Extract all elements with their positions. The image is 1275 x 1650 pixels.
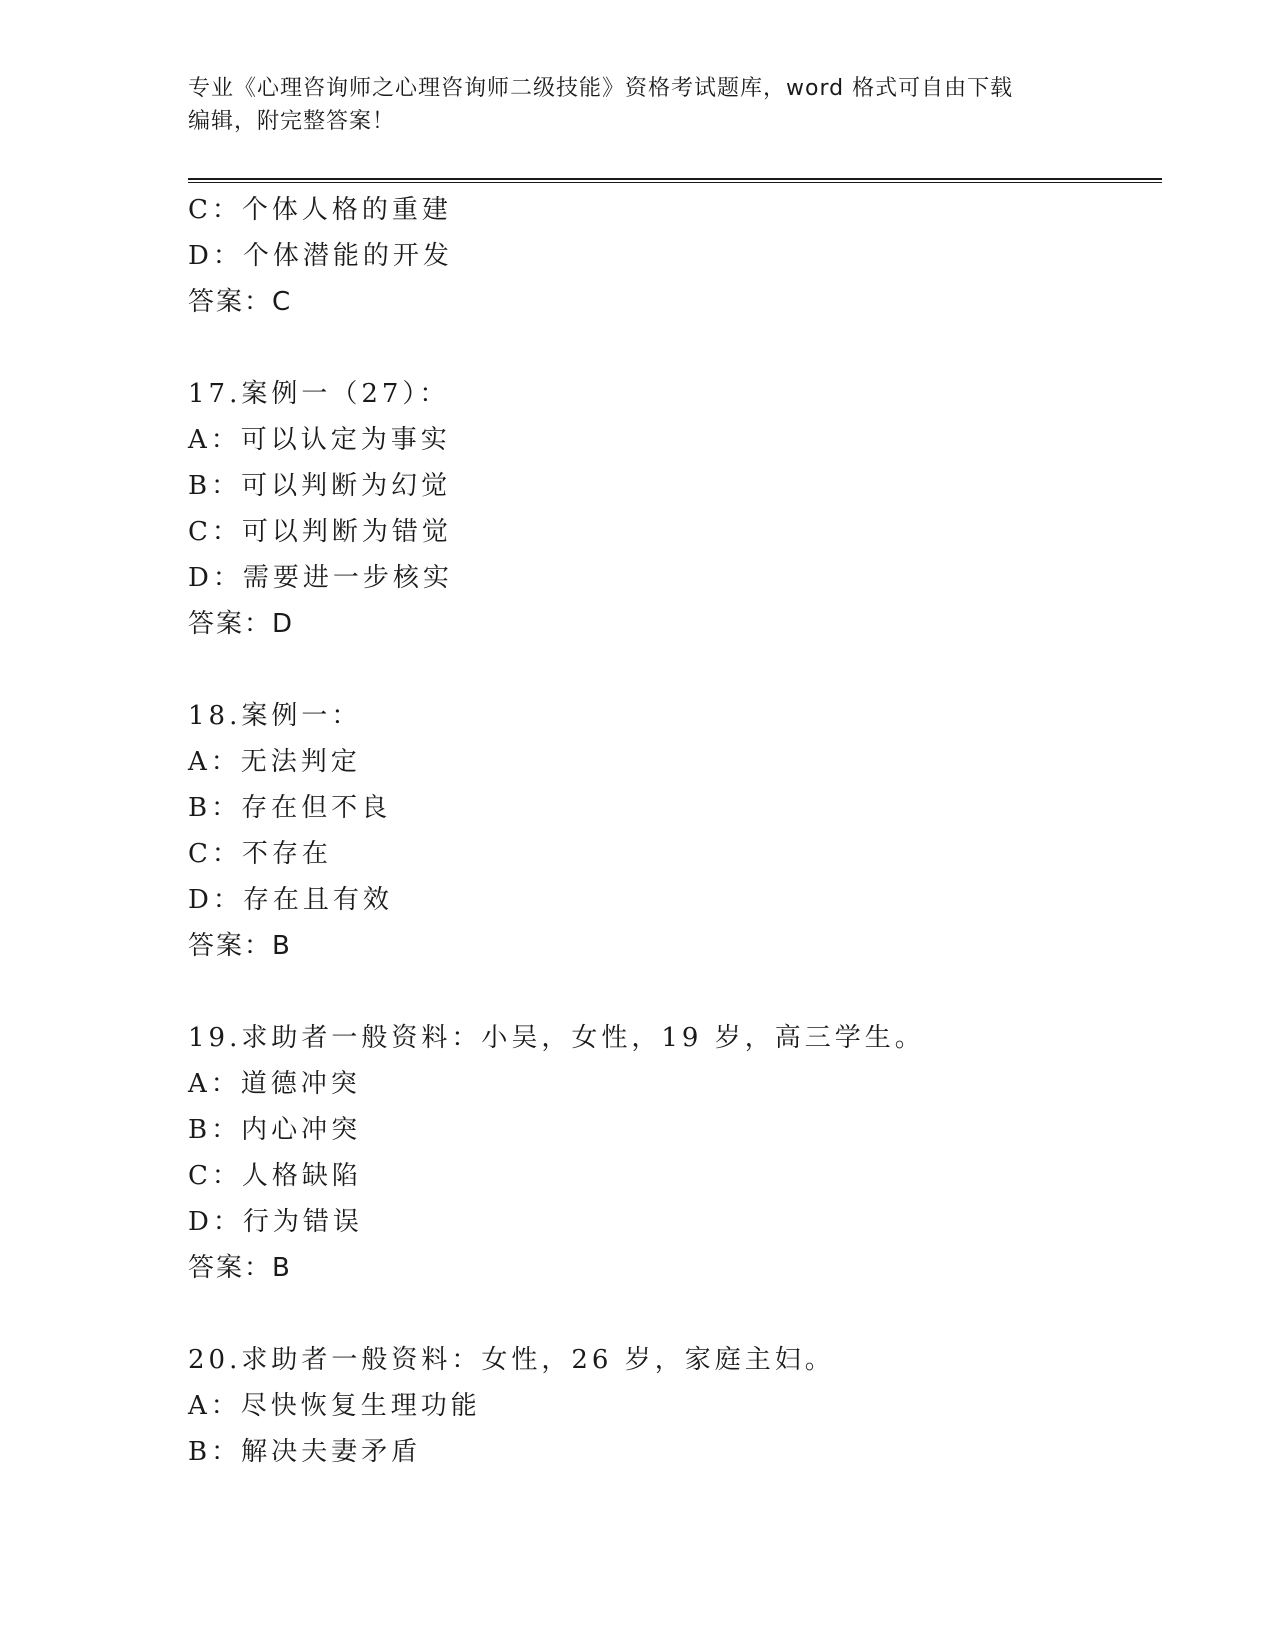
answer-line: 答案：B	[188, 931, 292, 961]
option-b: B：内心冲突	[188, 1115, 362, 1145]
answer-line: 答案：C	[188, 287, 293, 317]
document-header	[188, 72, 1068, 138]
option-b: B：存在但不良	[188, 793, 392, 823]
question-title: 17.案例一（27）：	[188, 379, 450, 409]
option-c: C：可以判断为错觉	[188, 517, 452, 547]
option-c: C：人格缺陷	[188, 1161, 362, 1191]
question-title: 19.求助者一般资料：小吴，女性，19 岁，高三学生。	[188, 1023, 925, 1053]
answer-line: 答案：B	[188, 1253, 292, 1283]
option-a: A：道德冲突	[188, 1069, 361, 1099]
option-d: D：存在且有效	[188, 885, 393, 915]
question-list	[188, 187, 1162, 1475]
option-d: D：行为错误	[188, 1207, 363, 1237]
spacer	[188, 969, 1162, 1015]
question-block-17	[188, 371, 1162, 647]
header-line-1: 专业《心理咨询师之心理咨询师二级技能》资格考试题库，word 格式可自由下载	[188, 76, 1014, 101]
option-c: C：不存在	[188, 839, 332, 869]
option-b: B：可以判断为幻觉	[188, 471, 452, 501]
question-block-19	[188, 1015, 1162, 1291]
option-d: D：需要进一步核实	[188, 563, 453, 593]
question-title: 18.案例一：	[188, 701, 362, 731]
option-b: B：解决夫妻矛盾	[188, 1437, 422, 1467]
option-a: A：可以认定为事实	[188, 425, 451, 455]
question-block-16	[188, 187, 1162, 325]
question-title: 20.求助者一般资料：女性，26 岁，家庭主妇。	[188, 1345, 835, 1375]
answer-line: 答案：D	[188, 609, 295, 639]
option-d: D：个体潜能的开发	[188, 241, 453, 271]
spacer	[188, 325, 1162, 371]
header-divider	[188, 178, 1162, 183]
header-line-2: 编辑，附完整答案！	[188, 109, 396, 134]
spacer	[188, 1291, 1162, 1337]
option-a: A：无法判定	[188, 747, 361, 777]
option-c: C：个体人格的重建	[188, 195, 452, 225]
option-a: A：尽快恢复生理功能	[188, 1391, 481, 1421]
question-block-18	[188, 693, 1162, 969]
spacer	[188, 647, 1162, 693]
question-block-20	[188, 1337, 1162, 1475]
